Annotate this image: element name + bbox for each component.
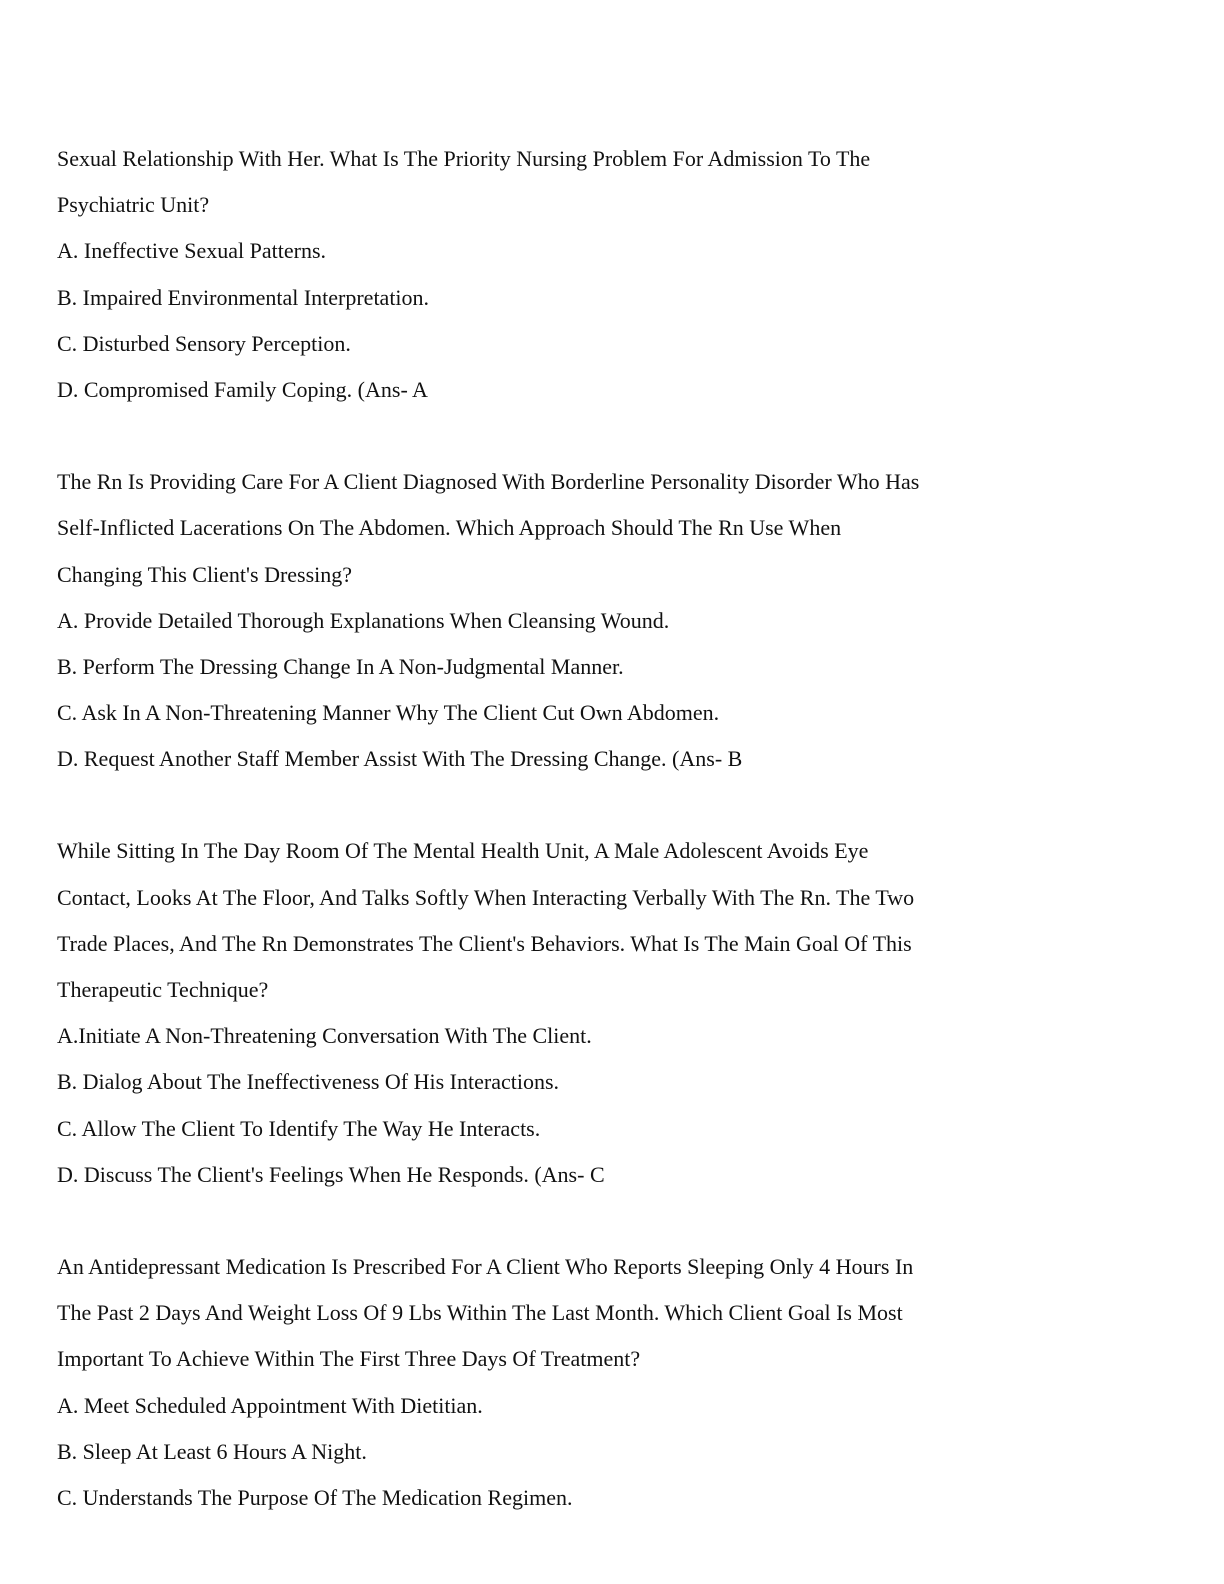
question-text-line: An Antidepressant Medication Is Prescribed For A Client Who Reports Sleeping Only 4 Hours In bbox=[57, 1253, 914, 1279]
question-text-line: While Sitting In The Day Room Of The Mental Health Unit, A Male Adolescent Avoids Eye bbox=[57, 838, 869, 864]
question-text-line: Trade Places, And The Rn Demonstrates The Client's Behaviors. What Is The Main Goal Of This bbox=[57, 930, 912, 956]
answer-option: B. Impaired Environmental Interpretation. bbox=[57, 284, 430, 310]
question-text-line: The Rn Is Providing Care For A Client Diagnosed With Borderline Personality Disorder Who Has bbox=[57, 469, 920, 495]
question-text-line: Contact, Looks At The Floor, And Talks Softly When Interacting Verbally With The Rn. The Two bbox=[57, 884, 915, 910]
document-page bbox=[57, 136, 1167, 1521]
question-block bbox=[57, 828, 1167, 1198]
answer-option: B. Sleep At Least 6 Hours A Night. bbox=[57, 1438, 367, 1464]
question-text-line: Therapeutic Technique? bbox=[57, 977, 269, 1002]
question-text-line: Changing This Client's Dressing? bbox=[57, 561, 353, 587]
answer-option: C. Ask In A Non-Threatening Manner Why The Client Cut Own Abdomen. bbox=[57, 700, 720, 726]
question-text-line: Psychiatric Unit? bbox=[57, 192, 210, 218]
question-text-line: The Past 2 Days And Weight Loss Of 9 Lbs Within The Last Month. Which Client Goal Is Most bbox=[57, 1300, 903, 1326]
answer-option: D. Discuss The Client's Feelings When He Responds. (Ans- C bbox=[57, 1161, 605, 1187]
answer-option: D. Request Another Staff Member Assist With The Dressing Change. (Ans- B bbox=[57, 746, 743, 772]
answer-option: D. Compromised Family Coping. (Ans- A bbox=[57, 376, 428, 402]
block-spacer bbox=[57, 782, 1167, 828]
question-text-line: Important To Achieve Within The First Three Days Of Treatment? bbox=[57, 1346, 641, 1372]
answer-option: A. Ineffective Sexual Patterns. bbox=[57, 238, 327, 264]
block-spacer bbox=[57, 413, 1167, 459]
question-block bbox=[57, 136, 1167, 413]
answer-option: B. Dialog About The Ineffectiveness Of His Interactions. bbox=[57, 1069, 560, 1095]
question-block bbox=[57, 459, 1167, 782]
block-spacer bbox=[57, 1198, 1167, 1244]
answer-option: A. Provide Detailed Thorough Explanations When Cleansing Wound. bbox=[57, 607, 670, 633]
answer-option: C. Understands The Purpose Of The Medication Regimen. bbox=[57, 1484, 573, 1510]
answer-option: B. Perform The Dressing Change In A Non-Judgmental Manner. bbox=[57, 653, 624, 679]
question-block bbox=[57, 1244, 1167, 1521]
question-text-line: Self-Inflicted Lacerations On The Abdomen. Which Approach Should The Rn Use When bbox=[57, 515, 842, 541]
answer-option: A.Initiate A Non-Threatening Conversation With The Client. bbox=[57, 1023, 592, 1049]
answer-option: A. Meet Scheduled Appointment With Dietitian. bbox=[57, 1392, 483, 1418]
answer-option: C. Allow The Client To Identify The Way He Interacts. bbox=[57, 1115, 541, 1141]
answer-option: C. Disturbed Sensory Perception. bbox=[57, 330, 351, 356]
question-text-line: Sexual Relationship With Her. What Is The Priority Nursing Problem For Admission To The bbox=[57, 146, 871, 171]
